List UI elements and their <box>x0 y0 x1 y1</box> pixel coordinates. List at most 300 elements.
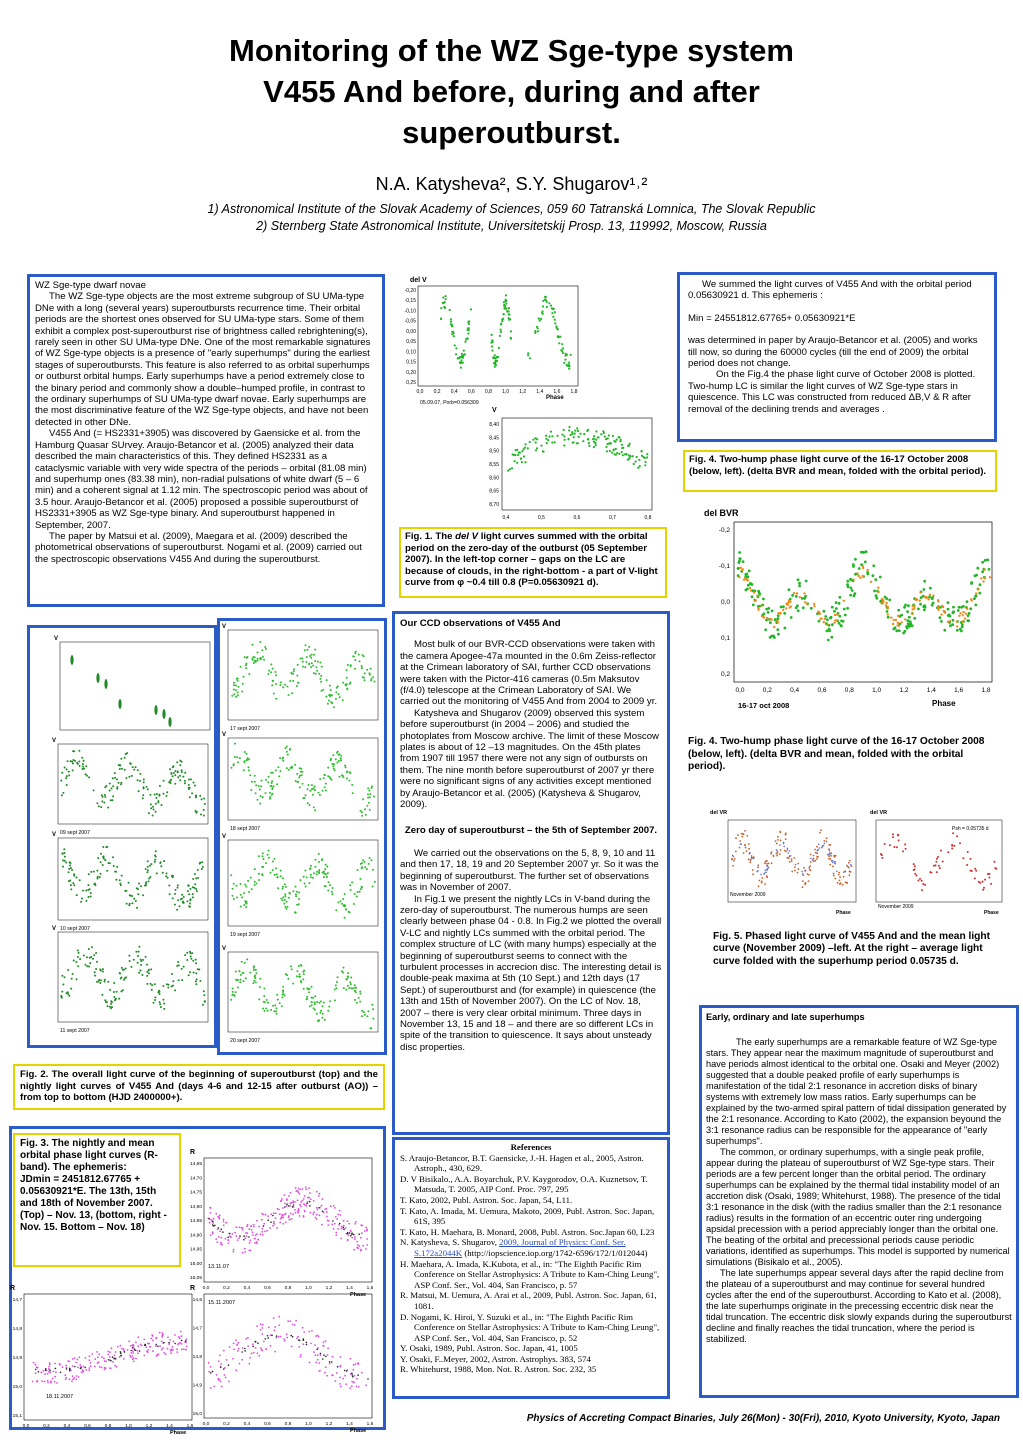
fig5-right-point <box>988 877 990 879</box>
fig3-point <box>273 1222 275 1224</box>
fig2-point <box>126 903 128 905</box>
fig3-point <box>181 1335 183 1337</box>
fig2-point <box>362 798 364 800</box>
fig2-point <box>114 772 116 774</box>
fig2-point <box>68 774 70 776</box>
fig2-point <box>246 753 248 755</box>
fig4-point <box>851 589 854 592</box>
fig5-left-point <box>839 876 841 878</box>
fig1-bottom-point <box>577 430 579 432</box>
fig4-point <box>764 628 767 631</box>
fig2-date-label: 18 sept 2007 <box>230 826 260 832</box>
reference-item: Y. Osaki, 1989, Publ. Astron. Soc. Japan, 41, 1005 <box>400 1343 578 1354</box>
fig2-point <box>244 900 246 902</box>
fig2-point <box>351 987 353 989</box>
fig3-point <box>294 1201 296 1203</box>
fig2-point <box>195 983 197 985</box>
fig3-xtick: 0,2 <box>223 1422 230 1427</box>
fig4-mean-point <box>897 622 899 624</box>
fig3-mean-point <box>271 1334 273 1336</box>
fig3-point <box>257 1352 259 1354</box>
fig2-point <box>264 1010 266 1012</box>
fig3-point <box>358 1363 360 1365</box>
fig4-mean-point <box>964 617 966 619</box>
fig4-point <box>943 629 946 632</box>
fig2-point <box>261 780 263 782</box>
fig5-left-point <box>757 864 759 866</box>
fig3-point <box>237 1350 239 1352</box>
fig2-point <box>149 876 151 878</box>
fig4-mean-point <box>941 605 943 607</box>
reference-item: H. Maehara, A. Imada, K.Kubota, et al., in: "The Eighth Pacific Rim Conference on Stellar Astrophysics: A Tribute to Kam-Ching Leung", ASP Conf. Ser., Vol. 404, San Francisco, p. 57 <box>400 1258 660 1290</box>
fig4-point <box>906 619 909 622</box>
fig3-point <box>256 1241 258 1243</box>
fig4-mean-point <box>896 624 898 626</box>
fig3-yticks <box>13 1297 23 1419</box>
fig5-right-point <box>947 851 949 853</box>
fig2-frame <box>228 630 378 720</box>
fig3-point <box>103 1358 105 1360</box>
fig1-bottom-point <box>514 454 516 456</box>
fig3-point <box>337 1214 339 1216</box>
fig2-point <box>265 779 267 781</box>
fig4-point <box>805 580 808 583</box>
fig1-top-point <box>505 303 507 305</box>
fig2-point <box>106 870 108 872</box>
fig2-point <box>103 858 105 860</box>
fig3-point <box>305 1205 307 1207</box>
fig2-point <box>372 1008 374 1010</box>
fig2-point <box>331 694 333 696</box>
fig1-bottom-point <box>640 450 642 452</box>
fig2-point <box>340 900 342 902</box>
fig4-mean-point <box>777 621 779 623</box>
fig1-top-point <box>563 362 565 364</box>
fig5-right-point <box>975 870 977 872</box>
fig2-point <box>367 787 369 789</box>
fig2-point <box>370 668 372 670</box>
fig1-bottom-point <box>572 442 574 444</box>
fig4-point <box>827 639 830 642</box>
fig3-mean-point <box>358 1233 360 1235</box>
fig2-point <box>309 804 311 806</box>
fig4-xtick: 1,8 <box>981 687 991 694</box>
fig5-left-mean-point <box>813 855 815 857</box>
fig2-point <box>110 799 112 801</box>
fig5-right-point <box>881 854 883 856</box>
fig3-point <box>41 1372 43 1374</box>
fig3-point <box>302 1327 304 1329</box>
fig2-point <box>287 754 289 756</box>
fig3-ylabel: R <box>190 1149 196 1156</box>
fig2-point <box>253 980 255 982</box>
fig4-mean-point <box>897 615 899 617</box>
fig2-point <box>189 903 191 905</box>
fig1-top-point <box>506 310 508 312</box>
fig3-point <box>349 1387 351 1389</box>
fig1-top-point <box>491 334 493 336</box>
fig2-point <box>112 795 114 797</box>
fig3-point <box>321 1224 323 1226</box>
fig2-point <box>94 971 96 973</box>
fig2-point <box>169 768 171 770</box>
fig2-point <box>135 766 137 768</box>
fig3-point <box>233 1343 235 1345</box>
fig3-point <box>173 1341 175 1343</box>
fig3-point <box>219 1354 221 1356</box>
fig3-mean-point <box>329 1361 331 1363</box>
fig2-point <box>193 972 195 974</box>
fig2-point <box>366 868 368 870</box>
fig2-point <box>143 786 145 788</box>
fig4-point <box>835 601 838 604</box>
fig2-point <box>120 884 122 886</box>
fig1-bottom-point <box>604 436 606 438</box>
reference-link[interactable]: 2009, Journal of Physics: Conf. Ser. S.172a2044K <box>414 1237 626 1258</box>
fig2-point <box>190 958 192 960</box>
fig2-point <box>302 797 304 799</box>
fig3-point <box>289 1205 291 1207</box>
fig2-point <box>64 860 66 862</box>
fig2-point <box>89 962 91 964</box>
fig3-point <box>353 1249 355 1251</box>
fig2-point <box>96 870 98 872</box>
fig2-point <box>174 904 176 906</box>
fig2-point <box>361 665 363 667</box>
fig1-top-point <box>561 343 563 345</box>
fig3-point <box>233 1249 235 1251</box>
fig4-point <box>858 567 861 570</box>
fig5-right-point <box>916 875 918 877</box>
fig1-top-point <box>508 313 510 315</box>
fig3-point <box>72 1358 74 1360</box>
fig2-point <box>328 700 330 702</box>
fig3-xtick: 0,4 <box>63 1424 71 1429</box>
fig2-point <box>324 786 326 788</box>
fig1-top-point <box>551 312 553 314</box>
fig2-point <box>260 795 262 797</box>
fig2-point <box>137 962 139 964</box>
fig2-point <box>64 976 66 978</box>
fig5-right-point <box>942 861 944 863</box>
fig2-point <box>321 1017 323 1019</box>
fig3-mean-point <box>351 1373 353 1375</box>
fig2-point <box>152 806 154 808</box>
fig2-point <box>243 980 245 982</box>
fig2-point <box>188 779 190 781</box>
fig3-point <box>323 1342 325 1344</box>
fig1-bottom-point <box>540 445 542 447</box>
fig1-top-ytick: -0,20 <box>404 288 416 294</box>
fig3-point <box>247 1224 249 1226</box>
fig1-top-point <box>539 320 541 322</box>
fig3-point <box>94 1358 96 1360</box>
fig3-point <box>281 1198 283 1200</box>
fig2-point <box>177 887 179 889</box>
fig1-top-point <box>445 295 447 297</box>
fig3-point <box>59 1364 61 1366</box>
fig2-point <box>116 991 118 993</box>
fig2-point <box>195 812 197 814</box>
fig2-point <box>125 777 127 779</box>
fig3-point <box>209 1207 211 1209</box>
fig5-right-point <box>974 877 976 879</box>
fig2-point <box>254 881 256 883</box>
fig1-bottom-point <box>621 444 623 446</box>
fig3-point <box>326 1375 328 1377</box>
fig4-mean-point <box>913 605 915 607</box>
fig4-point <box>961 626 964 629</box>
fig3-point <box>121 1348 123 1350</box>
fig3-xticks <box>203 1285 374 1291</box>
fig2-point <box>333 768 335 770</box>
fig2-point <box>82 890 84 892</box>
fig4-point <box>791 594 794 597</box>
fig4-mean-point <box>882 599 884 601</box>
fig1-top-point <box>509 318 511 320</box>
fig2-point <box>277 876 279 878</box>
fig1-top-xtick: 0,2 <box>433 389 441 395</box>
fig2-point <box>349 981 351 983</box>
fig5-left-point <box>830 855 832 857</box>
fig3-point <box>258 1226 260 1228</box>
fig3-mean-point <box>66 1368 68 1370</box>
fig2-point <box>292 673 294 675</box>
fig5-right-point <box>935 861 937 863</box>
fig2-point <box>135 951 137 953</box>
fig2-date-label: 09 sept 2007 <box>60 830 90 836</box>
fig5-left-point <box>839 880 841 882</box>
fig2-point <box>276 1013 278 1015</box>
fig2-point <box>183 896 185 898</box>
fig3-point <box>345 1227 347 1229</box>
fig4-mean-point <box>785 607 787 609</box>
fig2-point <box>369 1027 371 1029</box>
fig2-point <box>255 660 257 662</box>
fig3-point <box>231 1233 233 1235</box>
fig3-point <box>281 1200 283 1202</box>
fig3-point <box>365 1227 367 1229</box>
fig4-point <box>862 551 865 554</box>
fig2-point <box>355 991 357 993</box>
fig2-point <box>275 671 277 673</box>
fig3-point <box>290 1213 292 1215</box>
fig3-point <box>169 1339 171 1341</box>
fig5-left-point <box>838 874 840 876</box>
fig5-right-point <box>953 845 955 847</box>
fig2-point <box>148 880 150 882</box>
fig1-bottom-point <box>615 448 617 450</box>
fig3-ytick: 14,8 <box>12 1327 22 1332</box>
fig3-point <box>263 1223 265 1225</box>
fig5-left-point <box>833 875 835 877</box>
fig3-point <box>135 1358 137 1360</box>
fig1-bottom-point <box>532 439 534 441</box>
fig1-top-xtick: 0,6 <box>467 389 475 395</box>
fig2-point <box>265 862 267 864</box>
fig2-point <box>369 857 371 859</box>
fig2-point <box>364 808 366 810</box>
fig5-right-point <box>974 868 976 870</box>
fig2-point <box>193 782 195 784</box>
fig2-ylabel: V <box>52 926 57 932</box>
fig2-point <box>174 989 176 991</box>
fig1-top-point <box>450 318 452 320</box>
fig2-point <box>78 761 80 763</box>
fig2-point <box>359 891 361 893</box>
fig2-point <box>158 794 160 796</box>
fig3-mean-point <box>306 1344 308 1346</box>
fig2-point <box>119 883 121 885</box>
fig3-point <box>83 1366 85 1368</box>
fig3-mean-point <box>112 1356 114 1358</box>
fig2-point <box>256 883 258 885</box>
fig3-point <box>274 1326 276 1328</box>
fig2-point <box>280 681 282 683</box>
fig1-top-point <box>540 318 542 320</box>
fig2-point <box>61 997 63 999</box>
fig2-ylabel: V <box>222 624 227 630</box>
fig5-right-point <box>905 848 907 850</box>
fig4-mean-point <box>738 576 740 578</box>
fig2-point <box>145 868 147 870</box>
fig5-right-point <box>983 887 985 889</box>
fig3-point <box>265 1348 267 1350</box>
fig3-point <box>133 1345 135 1347</box>
fig2-point <box>91 946 93 948</box>
fig2-point <box>73 873 75 875</box>
fig1-bottom-point <box>551 435 553 437</box>
fig3-point <box>315 1354 317 1356</box>
fig2-point <box>243 892 245 894</box>
fig2-point <box>62 859 64 861</box>
fig1-top-point <box>561 350 563 352</box>
fig2-point <box>296 773 298 775</box>
fig1-top-ytick: 0,20 <box>406 369 416 376</box>
fig4-point <box>797 609 800 612</box>
fig5-left-point <box>803 867 805 869</box>
fig1-top-point <box>541 312 543 314</box>
fig3-point <box>310 1343 312 1345</box>
fig2-point <box>369 793 371 795</box>
fig2-point <box>202 866 204 868</box>
fig4-point <box>923 588 926 591</box>
fig2-point <box>241 961 243 963</box>
fig2-point <box>172 875 174 877</box>
fig3-mean-point <box>241 1351 243 1353</box>
fig2-point <box>251 888 253 890</box>
fig2-point <box>61 772 63 774</box>
fig1-top-point <box>562 352 564 354</box>
fig3-point <box>308 1187 310 1189</box>
fig5-left-point <box>739 847 741 849</box>
fig2-point <box>338 760 340 762</box>
fig2-point <box>87 889 89 891</box>
fig2-point <box>270 1009 272 1011</box>
fig3-point <box>262 1228 264 1230</box>
fig2-point <box>121 967 123 969</box>
fig4-mean-point <box>796 592 798 594</box>
fig2-point <box>293 668 295 670</box>
fig2-point <box>237 761 239 763</box>
fig2-point <box>96 961 98 963</box>
fig3-point <box>105 1361 107 1363</box>
fig3-point <box>299 1356 301 1358</box>
fig2-point <box>182 901 184 903</box>
fig5-right-point <box>982 881 984 883</box>
fig1-top-point <box>455 353 457 355</box>
fig3-point <box>286 1199 288 1201</box>
fig4-point <box>973 597 976 600</box>
fig2-point <box>250 789 252 791</box>
fig5-left-point <box>773 855 775 857</box>
fig2-point <box>71 869 73 871</box>
fig2-point <box>262 1008 264 1010</box>
fig3-point <box>155 1345 157 1347</box>
ephemeris-paragraph-1: We summed the light curves of V455 And with the orbital period 0.05630921 d. This ephemeris : <box>688 279 972 302</box>
fig2-point <box>369 674 371 676</box>
fig3-point <box>299 1204 301 1206</box>
fig2-point <box>204 1001 206 1003</box>
fig3-mean-point <box>220 1366 222 1368</box>
fig3-point <box>309 1362 311 1364</box>
fig1-bottom-ytick: 8,60 <box>489 475 499 482</box>
fig2-point <box>302 661 304 663</box>
fig5-left-point <box>785 832 787 834</box>
fig3-point <box>54 1363 56 1365</box>
fig3-point <box>314 1344 316 1346</box>
fig3-point <box>220 1363 222 1365</box>
fig2-point <box>133 898 135 900</box>
fig2-point <box>299 879 301 881</box>
fig3-point <box>251 1353 253 1355</box>
fig2-point <box>76 894 78 896</box>
fig2-point <box>163 1003 165 1005</box>
fig1-top-xtick: 1,6 <box>553 389 561 395</box>
fig5-right-point <box>936 871 938 873</box>
fig2-point <box>326 866 328 868</box>
fig2-point <box>273 785 275 787</box>
fig3-mean-point <box>227 1236 229 1238</box>
fig1-bottom-point <box>568 426 570 428</box>
reference-item: N. Katysheva, S. Shugarov, 2009, Journal of Physics: Conf. Ser. S.172a2044K (http://iopscience.iop.org/1742-6596/172/1/012044) <box>400 1237 648 1258</box>
fig2-point <box>104 979 106 981</box>
fig2-point <box>279 757 281 759</box>
fig3-point <box>325 1340 327 1342</box>
fig3-point <box>185 1349 187 1351</box>
fig3-point <box>72 1375 74 1377</box>
fig2-point <box>269 798 271 800</box>
fig2-point <box>335 758 337 760</box>
fig4-point <box>940 620 943 623</box>
fig5-left-date: November 2009 <box>730 892 766 898</box>
fig3-mean-point <box>353 1234 355 1236</box>
fig2-point <box>314 1003 316 1005</box>
fig3-mean-point <box>210 1372 212 1374</box>
fig4-mean-point <box>937 605 939 607</box>
fig2-point <box>348 911 350 913</box>
fig4-point <box>784 627 787 630</box>
fig1-top-ytick: 0,15 <box>406 359 416 366</box>
fig3-point <box>123 1358 125 1360</box>
fig1-bottom-point <box>592 438 594 440</box>
fig2-point <box>276 1007 278 1009</box>
fig2-point <box>75 961 77 963</box>
fig2-point <box>201 798 203 800</box>
fig2-point <box>308 991 310 993</box>
fig5-left-mean-point <box>829 850 831 852</box>
fig3-point <box>286 1333 288 1335</box>
